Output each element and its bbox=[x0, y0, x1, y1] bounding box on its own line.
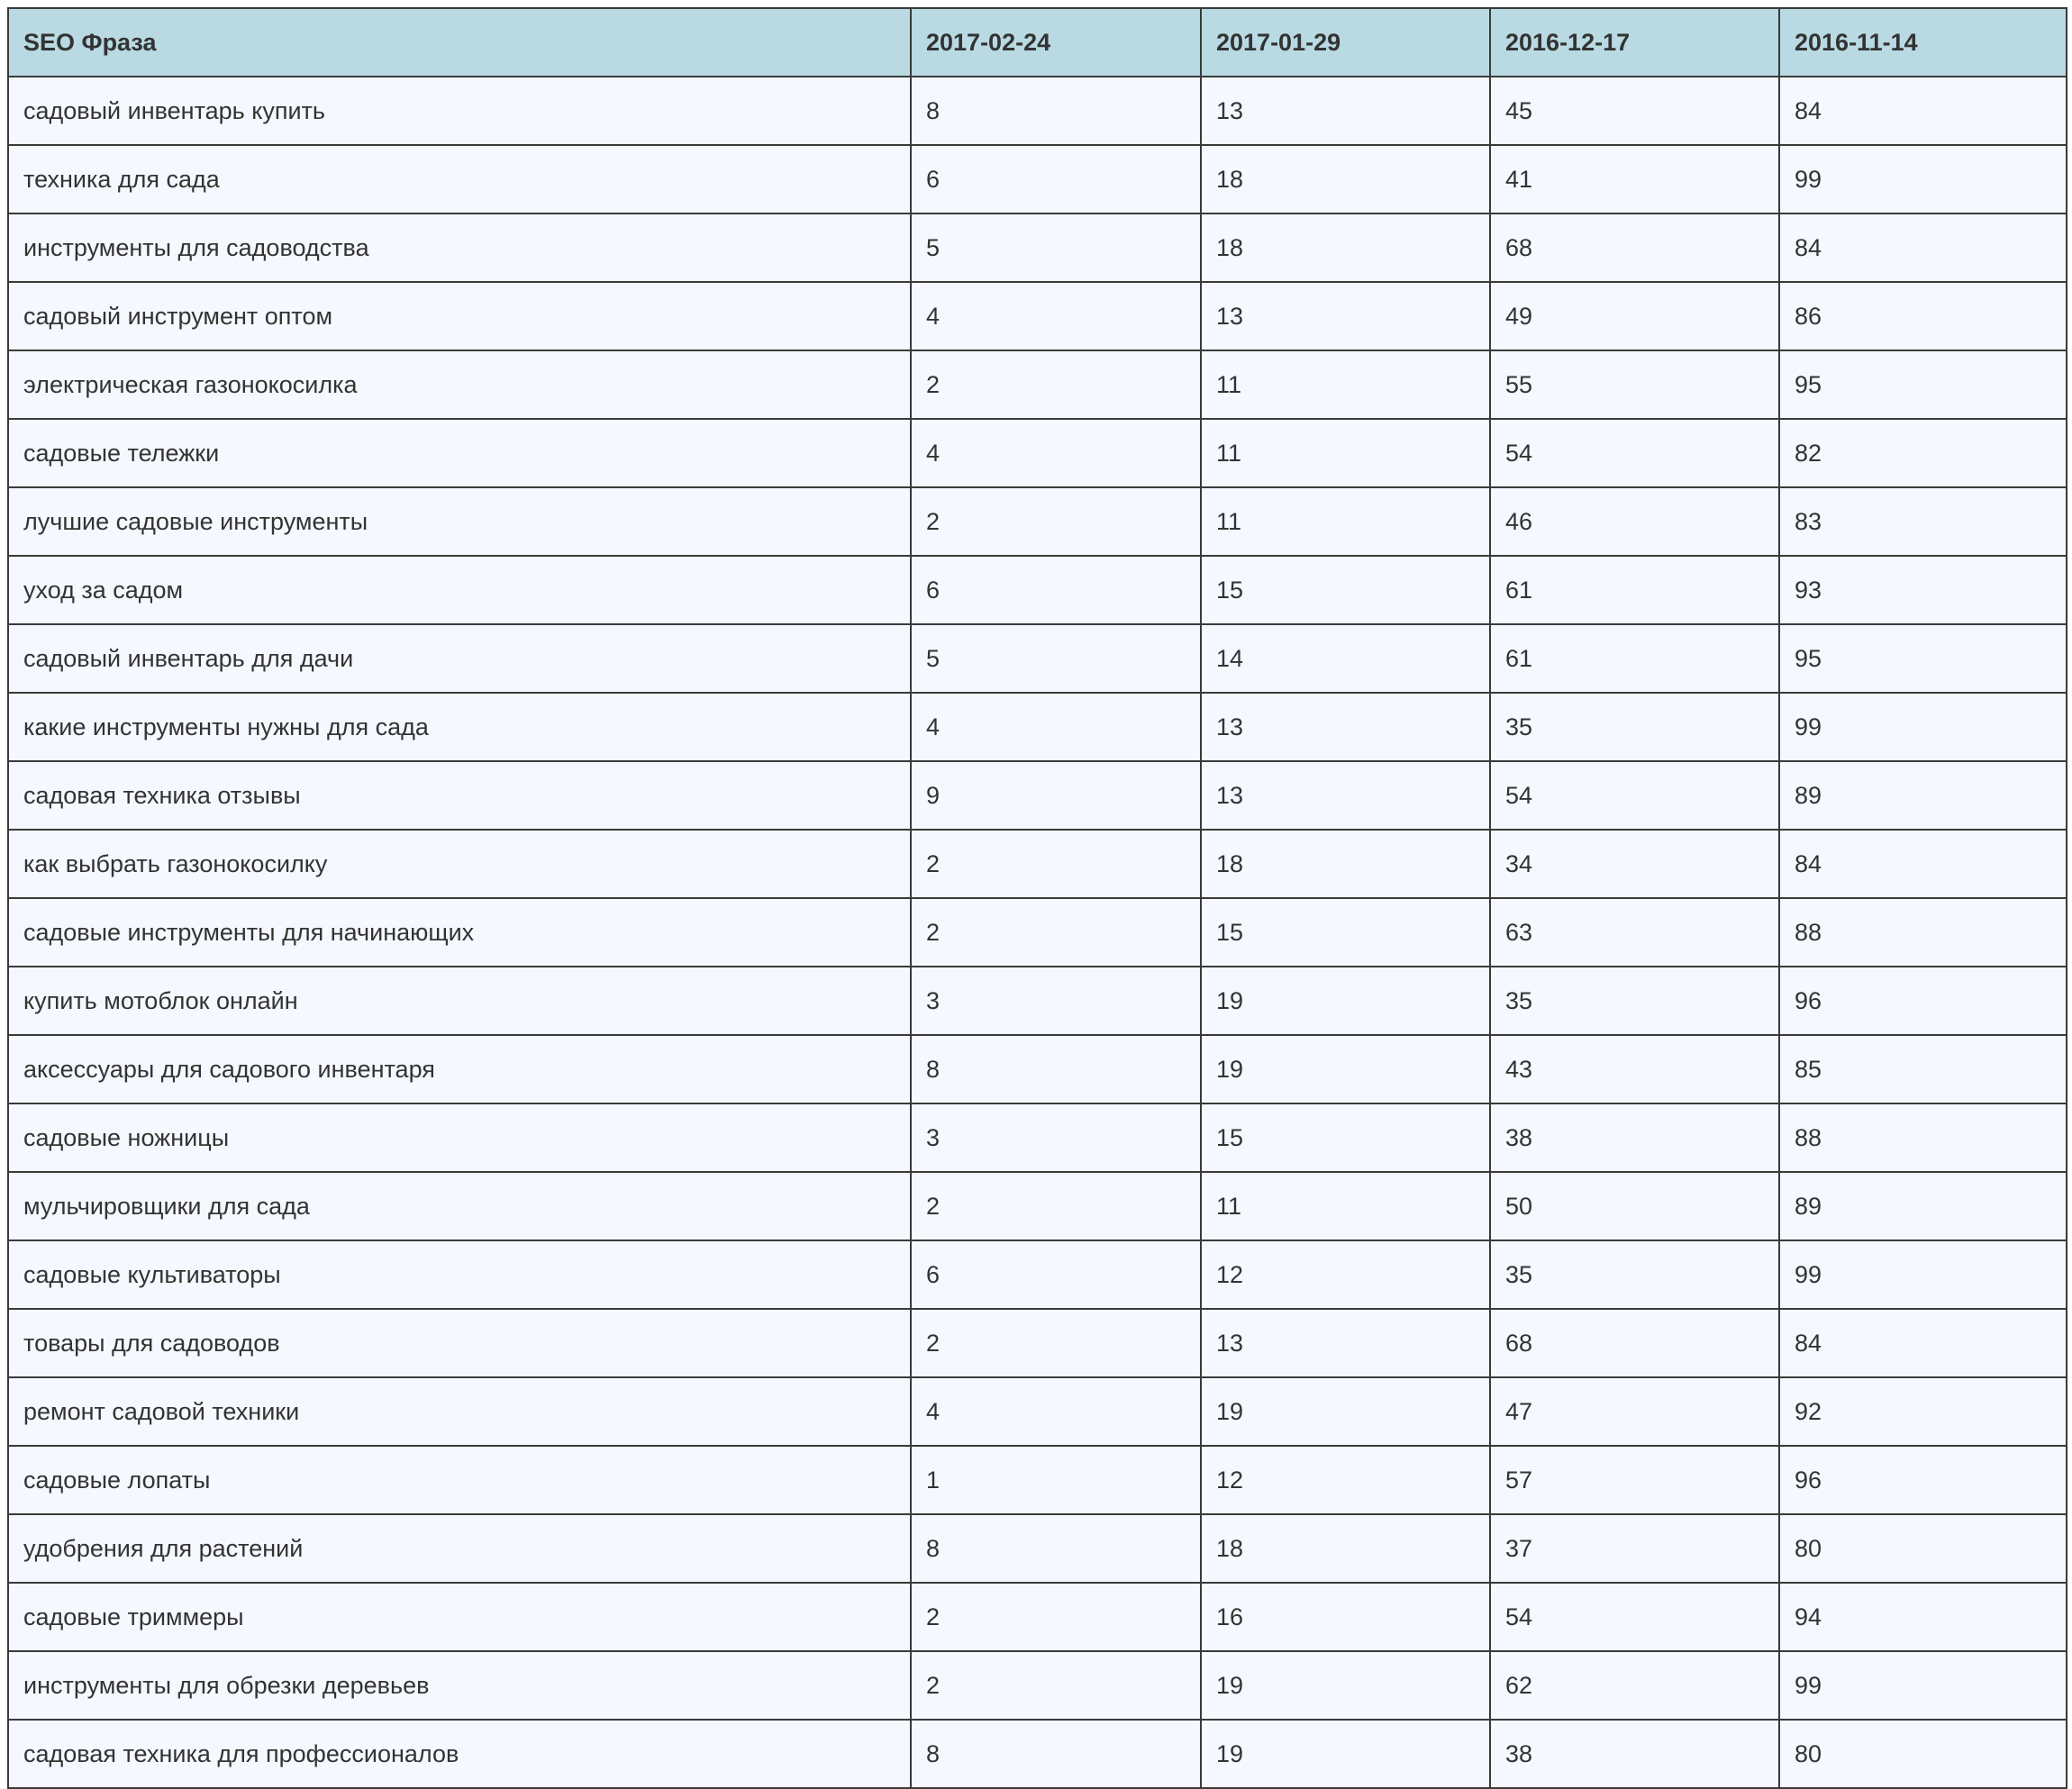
header-seo-phrase: SEO Фраза bbox=[8, 8, 911, 77]
cell-phrase: инструменты для обрезки деревьев bbox=[8, 1651, 911, 1720]
cell-value: 4 bbox=[911, 282, 1201, 350]
header-date-1: 2017-02-24 bbox=[911, 8, 1201, 77]
cell-value: 2 bbox=[911, 1651, 1201, 1720]
table-row bbox=[8, 761, 2067, 830]
header-date-4: 2016-11-14 bbox=[1779, 8, 2067, 77]
cell-phrase: садовый инвентарь для дачи bbox=[8, 624, 911, 693]
cell-value: 15 bbox=[1201, 898, 1490, 967]
cell-value: 19 bbox=[1201, 1651, 1490, 1720]
cell-phrase: садовая техника для профессионалов bbox=[8, 1720, 911, 1788]
cell-value: 88 bbox=[1779, 1103, 2067, 1172]
cell-phrase: аксессуары для садового инвентаря bbox=[8, 1035, 911, 1103]
cell-value: 54 bbox=[1490, 761, 1779, 830]
cell-value: 96 bbox=[1779, 967, 2067, 1035]
cell-value: 57 bbox=[1490, 1446, 1779, 1514]
table-row bbox=[8, 1446, 2067, 1514]
cell-value: 13 bbox=[1201, 693, 1490, 761]
cell-value: 99 bbox=[1779, 1240, 2067, 1309]
cell-value: 43 bbox=[1490, 1035, 1779, 1103]
cell-value: 5 bbox=[911, 624, 1201, 693]
cell-value: 16 bbox=[1201, 1583, 1490, 1651]
table-body bbox=[8, 77, 2067, 1788]
cell-value: 35 bbox=[1490, 693, 1779, 761]
cell-value: 96 bbox=[1779, 1446, 2067, 1514]
cell-value: 84 bbox=[1779, 213, 2067, 282]
cell-value: 11 bbox=[1201, 350, 1490, 419]
cell-value: 50 bbox=[1490, 1172, 1779, 1240]
table-row bbox=[8, 1720, 2067, 1788]
cell-value: 35 bbox=[1490, 967, 1779, 1035]
cell-value: 49 bbox=[1490, 282, 1779, 350]
cell-phrase: мульчировщики для сада bbox=[8, 1172, 911, 1240]
cell-value: 80 bbox=[1779, 1720, 2067, 1788]
cell-value: 95 bbox=[1779, 624, 2067, 693]
cell-value: 15 bbox=[1201, 1103, 1490, 1172]
cell-value: 13 bbox=[1201, 77, 1490, 145]
cell-value: 6 bbox=[911, 1240, 1201, 1309]
cell-value: 18 bbox=[1201, 145, 1490, 213]
header-row bbox=[8, 8, 2067, 77]
cell-phrase: садовый инструмент оптом bbox=[8, 282, 911, 350]
cell-value: 8 bbox=[911, 1514, 1201, 1583]
cell-value: 80 bbox=[1779, 1514, 2067, 1583]
header-date-3: 2016-12-17 bbox=[1490, 8, 1779, 77]
cell-value: 45 bbox=[1490, 77, 1779, 145]
cell-phrase: удобрения для растений bbox=[8, 1514, 911, 1583]
cell-value: 89 bbox=[1779, 761, 2067, 830]
cell-phrase: уход за садом bbox=[8, 556, 911, 624]
cell-value: 4 bbox=[911, 1377, 1201, 1446]
table-row bbox=[8, 1309, 2067, 1377]
table-row bbox=[8, 624, 2067, 693]
table-row bbox=[8, 350, 2067, 419]
cell-phrase: инструменты для садоводства bbox=[8, 213, 911, 282]
cell-value: 19 bbox=[1201, 1035, 1490, 1103]
cell-value: 6 bbox=[911, 145, 1201, 213]
cell-phrase: садовые инструменты для начинающих bbox=[8, 898, 911, 967]
cell-value: 2 bbox=[911, 350, 1201, 419]
table-row bbox=[8, 77, 2067, 145]
cell-value: 2 bbox=[911, 1583, 1201, 1651]
table-row bbox=[8, 1377, 2067, 1446]
cell-value: 18 bbox=[1201, 1514, 1490, 1583]
cell-value: 82 bbox=[1779, 419, 2067, 487]
cell-value: 19 bbox=[1201, 1377, 1490, 1446]
cell-value: 8 bbox=[911, 77, 1201, 145]
cell-value: 13 bbox=[1201, 282, 1490, 350]
cell-phrase: товары для садоводов bbox=[8, 1309, 911, 1377]
cell-phrase: ремонт садовой техники bbox=[8, 1377, 911, 1446]
cell-value: 4 bbox=[911, 693, 1201, 761]
cell-value: 68 bbox=[1490, 213, 1779, 282]
table-row bbox=[8, 1172, 2067, 1240]
cell-value: 3 bbox=[911, 967, 1201, 1035]
cell-value: 35 bbox=[1490, 1240, 1779, 1309]
cell-phrase: садовые ножницы bbox=[8, 1103, 911, 1172]
table-row bbox=[8, 830, 2067, 898]
cell-phrase: какие инструменты нужны для сада bbox=[8, 693, 911, 761]
cell-value: 41 bbox=[1490, 145, 1779, 213]
table-row bbox=[8, 556, 2067, 624]
cell-value: 83 bbox=[1779, 487, 2067, 556]
cell-phrase: садовый инвентарь купить bbox=[8, 77, 911, 145]
cell-value: 88 bbox=[1779, 898, 2067, 967]
table-row bbox=[8, 1103, 2067, 1172]
table-row bbox=[8, 1514, 2067, 1583]
cell-value: 19 bbox=[1201, 1720, 1490, 1788]
cell-value: 3 bbox=[911, 1103, 1201, 1172]
table-header bbox=[8, 8, 2067, 77]
cell-value: 11 bbox=[1201, 1172, 1490, 1240]
cell-value: 34 bbox=[1490, 830, 1779, 898]
cell-phrase: садовые лопаты bbox=[8, 1446, 911, 1514]
cell-value: 2 bbox=[911, 898, 1201, 967]
cell-value: 9 bbox=[911, 761, 1201, 830]
cell-value: 5 bbox=[911, 213, 1201, 282]
cell-phrase: техника для сада bbox=[8, 145, 911, 213]
cell-value: 2 bbox=[911, 1309, 1201, 1377]
cell-value: 6 bbox=[911, 556, 1201, 624]
table-row bbox=[8, 1651, 2067, 1720]
table-row bbox=[8, 1240, 2067, 1309]
cell-value: 54 bbox=[1490, 419, 1779, 487]
cell-value: 13 bbox=[1201, 761, 1490, 830]
cell-phrase: садовые триммеры bbox=[8, 1583, 911, 1651]
cell-value: 86 bbox=[1779, 282, 2067, 350]
table-row bbox=[8, 487, 2067, 556]
seo-phrases-table bbox=[7, 7, 2067, 1789]
table-row bbox=[8, 693, 2067, 761]
cell-value: 63 bbox=[1490, 898, 1779, 967]
cell-value: 61 bbox=[1490, 624, 1779, 693]
cell-value: 84 bbox=[1779, 77, 2067, 145]
cell-value: 11 bbox=[1201, 487, 1490, 556]
table-row bbox=[8, 145, 2067, 213]
cell-value: 37 bbox=[1490, 1514, 1779, 1583]
cell-value: 84 bbox=[1779, 1309, 2067, 1377]
table-row bbox=[8, 967, 2067, 1035]
cell-value: 8 bbox=[911, 1720, 1201, 1788]
table-row bbox=[8, 213, 2067, 282]
cell-value: 14 bbox=[1201, 624, 1490, 693]
cell-phrase: садовая техника отзывы bbox=[8, 761, 911, 830]
table-row bbox=[8, 419, 2067, 487]
cell-phrase: садовые культиваторы bbox=[8, 1240, 911, 1309]
cell-value: 4 bbox=[911, 419, 1201, 487]
cell-value: 84 bbox=[1779, 830, 2067, 898]
cell-value: 89 bbox=[1779, 1172, 2067, 1240]
cell-phrase: лучшие садовые инструменты bbox=[8, 487, 911, 556]
cell-phrase: купить мотоблок онлайн bbox=[8, 967, 911, 1035]
cell-value: 92 bbox=[1779, 1377, 2067, 1446]
cell-phrase: как выбрать газонокосилку bbox=[8, 830, 911, 898]
cell-value: 38 bbox=[1490, 1103, 1779, 1172]
cell-value: 18 bbox=[1201, 213, 1490, 282]
cell-value: 2 bbox=[911, 830, 1201, 898]
cell-value: 47 bbox=[1490, 1377, 1779, 1446]
cell-value: 99 bbox=[1779, 145, 2067, 213]
cell-value: 55 bbox=[1490, 350, 1779, 419]
cell-value: 62 bbox=[1490, 1651, 1779, 1720]
cell-value: 85 bbox=[1779, 1035, 2067, 1103]
table-row bbox=[8, 282, 2067, 350]
cell-value: 15 bbox=[1201, 556, 1490, 624]
cell-value: 12 bbox=[1201, 1240, 1490, 1309]
header-date-2: 2017-01-29 bbox=[1201, 8, 1490, 77]
cell-value: 19 bbox=[1201, 967, 1490, 1035]
cell-value: 1 bbox=[911, 1446, 1201, 1514]
cell-value: 18 bbox=[1201, 830, 1490, 898]
cell-value: 11 bbox=[1201, 419, 1490, 487]
cell-value: 99 bbox=[1779, 1651, 2067, 1720]
cell-value: 95 bbox=[1779, 350, 2067, 419]
cell-value: 68 bbox=[1490, 1309, 1779, 1377]
table-row bbox=[8, 1035, 2067, 1103]
cell-value: 13 bbox=[1201, 1309, 1490, 1377]
cell-value: 8 bbox=[911, 1035, 1201, 1103]
table-row bbox=[8, 1583, 2067, 1651]
cell-value: 46 bbox=[1490, 487, 1779, 556]
cell-value: 61 bbox=[1490, 556, 1779, 624]
table-row bbox=[8, 898, 2067, 967]
cell-value: 93 bbox=[1779, 556, 2067, 624]
cell-phrase: садовые тележки bbox=[8, 419, 911, 487]
cell-value: 54 bbox=[1490, 1583, 1779, 1651]
cell-value: 38 bbox=[1490, 1720, 1779, 1788]
cell-value: 12 bbox=[1201, 1446, 1490, 1514]
cell-phrase: электрическая газонокосилка bbox=[8, 350, 911, 419]
cell-value: 2 bbox=[911, 1172, 1201, 1240]
cell-value: 99 bbox=[1779, 693, 2067, 761]
cell-value: 94 bbox=[1779, 1583, 2067, 1651]
cell-value: 2 bbox=[911, 487, 1201, 556]
seo-table-container bbox=[7, 7, 2066, 1789]
